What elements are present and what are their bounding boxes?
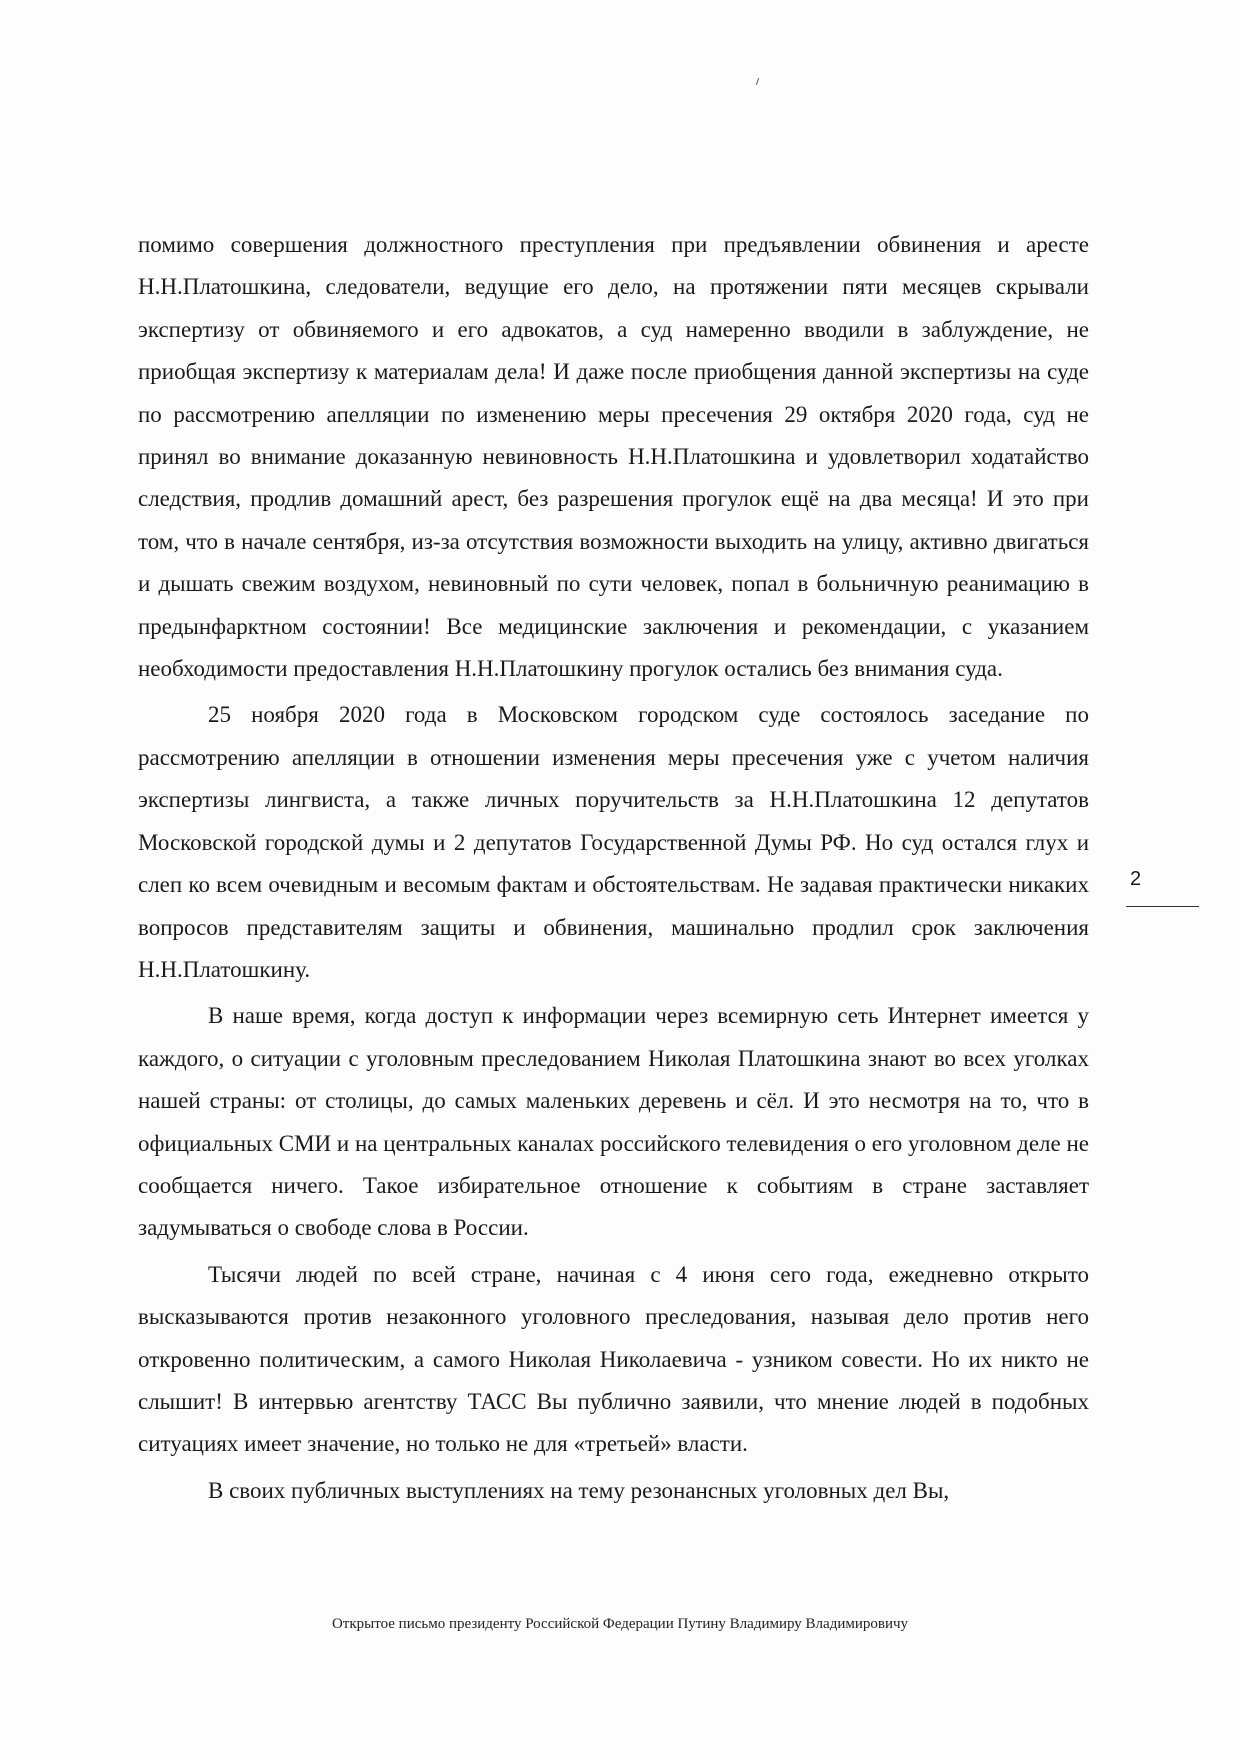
paragraph: 25 ноября 2020 года в Московском городском суде состоялось заседание по рассмотрению апелляции в отношении изменения меры пресечения уже с учетом наличия экспертизы лингвиста, а также личных поручительств за Н.Н.Платошкина 12 депутатов Московской городской думы и 2 депутатов Государственной Думы РФ. Но суд остался глух и слеп ко всем очевидным и весомым фактам и обстоятельствам. Не задавая практически никаких вопросов представителям защиты и обвинения, машинально продлил срок заключения Н.Н.Платошкину. [138,702,1089,982]
page-footer: Открытое письмо президенту Российской Федерации Путину Владимиру Владимировичу [331,1616,909,1632]
paragraph: помимо совершения должностного преступления при предъявлении обвинения и аресте Н.Н.Платошкина, следователи, ведущие его дело, на протяжении пяти месяцев скрывали экспертизу от обвиняемого и его адвокатов, а суд намеренно вводили в заблуждение, не приобщая экспертизу к материалам дела! И даже после приобщения данной экспертизы на суде по рассмотрению апелляции по изменению меры пресечения 29 октября 2020 года, суд не принял во внимание доказанную невиновность Н.Н.Платошкина и удовлетворил ходатайство следствия, продлив домашний арест, без разрешения прогулок ещё на два месяца! И это при том, что в начале сентября, из-за отсутствия возможности выходить на улицу, активно двигаться и дышать свежим воздухом, невиновный по сути человек, попал в больничную реанимацию в предынфарктном состоянии! Все медицинские заключения и рекомендации, с указанием необходимости предоставления Н.Н.Платошкину прогулок остались без внимания суда. [138,232,1089,682]
letter-body [138,224,1089,1516]
paragraph: Тысячи людей по всей стране, начиная с 4 июня сего года, ежедневно открыто высказываются против незаконного уголовного преследования, называя дело против него откровенно политическим, а самого Николая Николаевича - узником совести. Но их никто не слышит! В интервью агентству ТАСС Вы публично заявили, что мнение людей в подобных ситуациях имеет значение, но только не для «третьей» власти. [138,1261,1089,1457]
page-number: 2 [1130,868,1142,890]
page-number-rule [1126,906,1199,907]
paragraph: В своих публичных выступлениях на тему резонансных уголовных дел Вы, [208,1477,950,1503]
scan-speck [756,78,759,85]
paragraph: В наше время, когда доступ к информации через всемирную сеть Интернет имеется у каждого, о ситуации с уголовным преследованием Николая Платошкина знают во всех уголках нашей страны: от столицы, до самых маленьких деревень и сёл. И это несмотря на то, что в официальных СМИ и на центральных каналах российского телевидения о его уголовном деле не сообщается ничего. Такое избирательное отношение к событиям в стране заставляет задумываться о свободе слова в России. [138,1003,1089,1241]
